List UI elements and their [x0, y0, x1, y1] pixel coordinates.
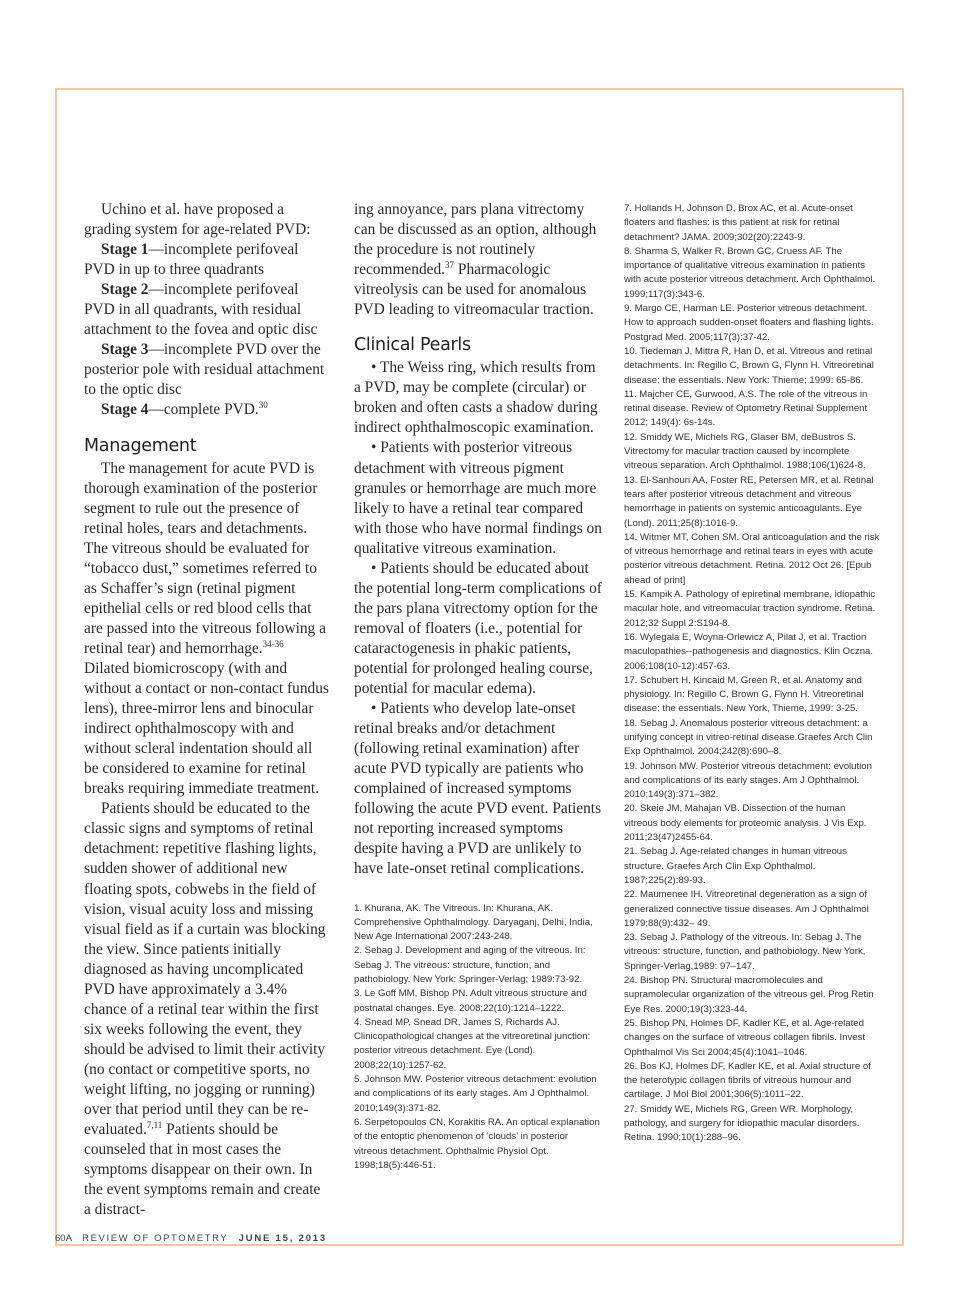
reference-item: 12. Smiddy WE, Michels RG, Glaser BM, deBustros S. Vitrectomy for macular traction caused by incomplete vitreous separation. Arch Ophthalmol. 1988;106(1)624-8.: [624, 431, 866, 472]
stage-3: Stage 3—incomplete PVD over the posterior pole with residual attachment to the optic disc: [84, 341, 325, 399]
page-footer: [55, 1233, 333, 1244]
management-heading: Management: [84, 435, 197, 456]
issue-date: JUNE 15, 2013: [238, 1233, 327, 1244]
reference-item: 16. Wylegala E, Woyna-Orlewicz A, Pilat J, et al. Traction maculopathies--pathogenesis and diagnostics. Klin Oczna. 2006;108(10-12):457-63.: [624, 631, 874, 672]
pearl-item: • The Weiss ring, which results from a PVD, may be complete (circular) or broken and often casts a shadow during indirect ophthalmoscopic examination.: [354, 359, 598, 437]
publication-name: REVIEW OF OPTOMETRY: [82, 1233, 229, 1244]
reference-item: 27. Smiddy WE, Michels RG, Green WR. Morphology, pathology, and surgery for idiopathic macular disorders. Retina. 1990;10(1):288–96.: [624, 1103, 860, 1144]
references-list-a: [354, 902, 602, 1174]
reference-item: 5. Johnson MW. Posterior vitreous detachment: evolution and complications of its early stages. Am J Ophthalmol. 2010;149(3):371-82.: [354, 1074, 597, 1114]
stage-1: Stage 1—incomplete perifoveal PVD in up to three quadrants: [84, 241, 299, 279]
reference-item: 20. Skeie JM, Mahajan VB. Dissection of the human vitreous body elements for proteomic analysis. J Vis Exp. 2011;23(47)2455-64.: [624, 803, 867, 844]
column-1: [84, 200, 330, 1220]
reference-item: 25. Bishop PN, Holmes DF, Kadler KE, et al. Age-related changes on the surface of vitreous collagen fibrils. Invest Ophthalmol Vis Sci 2004;45(4):1041–1046.: [624, 1017, 866, 1058]
reference-item: 24. Bishop PN. Structural macromolecules and supramolecular organization of the vitreous gel. Prog Retin Eye Res. 2000;19(3):323-44.: [624, 975, 874, 1015]
reference-item: 17. Schubert H, Kincaid M, Green R, et al. Anatomy and physiology. In: Regillo C, Brown G, Flynn H. Vitreoretinal disease: the essentials. New York, Thieme, 1999: 3-25.: [624, 674, 864, 715]
stage-4: Stage 4—complete PVD.$^{30}$: [101, 400, 268, 419]
reference-item: 13. El-Sanhouri AA, Foster RE, Petersen MR, et al. Retinal tears after posterior vitreous detachment and vitreous hemorrhage in patients on systemic anticoagulants. Eye (Lond). 2011;25(8):1016-9.: [624, 474, 874, 529]
clinical-pearls-heading: Clinical Pearls: [354, 335, 471, 356]
reference-item: 7. Hollands H, Johnson D, Brox AC, et al. Acute-onset floaters and flashes: is this patient at risk for retinal detachment? JAMA. 2009;302(20):2243-9.: [624, 203, 853, 243]
stage-2: Stage 2—incomplete perifoveal PVD in all quadrants, with residual attachment to the fovea and optic disc: [84, 281, 318, 339]
intro-paragraph: Uchino et al. have proposed a grading system for age-related PVD:: [84, 201, 311, 239]
reference-item: 19. Johnson MW. Posterior vitreous detachment: evolution and complications of its early stages. Am J Ophthalmol. 2010;149(3):371–382.: [624, 760, 872, 801]
reference-item: 8. Sharma S, Walker R, Brown GC, Cruess AF. The importance of qualitative vitreous examination in patients with acute posterior vitreous detachment. Arch Ophthalmol. 1999;117(3):343-6.: [624, 245, 876, 300]
pearl-item: • Patients who develop late-onset retinal breaks and/or detachment (following retinal examination) after acute PVD typically are patients who complained of increased symptoms following the acute PVD event. Patients not reporting increased symptoms despite having a PVD are unlikely to have late-onset retinal complications.: [354, 700, 602, 878]
reference-item: 2. Sebag J. Development and aging of the vitreous. In: Sebag J. The vitreous: structure, function, and pathobiology. New York: Springer-Verlag; 1989:73-92.: [354, 945, 586, 985]
reference-item: 11. Majcher CE, Gurwood, A.S. The role of the vitreous in retinal disease. Review of Optometry Retinal Supplement 2012; 149(4): 6s-14s.: [624, 388, 868, 429]
reference-item: 23. Sebag J. Pathology of the vitreous. In: Sebag J. The vitreous: structure, function, and pathobiology. New York, Springer-Verlag,1989: 97–147.: [624, 932, 866, 972]
reference-item: 21. Sebag J. Age-related changes in human vitreous structure. Graefes Arch Clin Exp Ophthalmol. 1987;225(2):89-93.: [624, 846, 847, 886]
reference-item: 3. Le Goff MM, Bishop PN. Adult vitreous structure and postnatal changes. Eye. 2008;22(10):1214–1222.: [354, 988, 587, 1014]
reference-item: 14. Witmer MT, Cohen SM. Oral anticoagulation and the risk of vitreous hemorrhage and retinal tears in eyes with acute posterior vitreous detachment. Retina. 2012 Oct 26. [Epub ahead of print]: [624, 531, 880, 586]
reference-item: 1. Khurana, AK. The Vitreous. In: Khurana, AK. Comprehensive Ophthalmology. Daryaganj, Delhi, India, New Age International 2007:243-248.: [354, 902, 593, 943]
management-paragraph-2: Patients should be educated to the classic signs and symptoms of retinal detachment: repetitive flashing lights, sudden shower of additional new floating spots, cobwebs in the field of vision, visual acuity loss and missing visual field as if a curtain was blocking the view. Since patients initially diagnosed as having uncomplicated PVD have approximately a 3.4% chance of a retinal tear within the first six weeks following the event, they should be advised to limit their activity (no contact or competitive sports, no weight lifting, no jogging or running) over that period until they can be re-evaluated.$^{7,11}$ Patients should be counseled that in most cases the symptoms disappear on their own. In the event symptoms remain and create a distract-: [84, 800, 326, 1219]
reference-item: 9. Margo CE, Harman LE. Posterior vitreous detachment. How to approach sudden-onset floaters and flashing lights. Postgrad Med. 2005;117(3):37-42.: [624, 303, 874, 343]
reference-item: 6. Serpetopoulos CN, Korakitis RA. An optical explanation of the entoptic phenomenon of ‘clouds’ in posterior vitreous detachment. Ophthalmic Physiol Opt. 1998;18(5):446-51.: [354, 1116, 600, 1171]
pearl-item: • Patients should be educated about the potential long-term complications of the pars plana vitrectomy option for the removal of floaters (i.e., potential for cataractogenesis in phakic patients, potential for prolonged healing course, potential for macular edema).: [354, 559, 602, 698]
reference-item: 4. Snead MP, Snead DR, James S, Richards AJ. Clinicopathological changes at the vitreoretinal junction: posterior vitreous detachment. Eye (Lond). 2008;22(10):1257-62.: [354, 1016, 591, 1071]
reference-item: 26. Bos KJ, Holmes DF, Kadler KE, et al. Axial structure of the heterotypic collagen fibrils of vitreous humour and cartilage. J Mol Biol 2001;306(5):1011–22.: [624, 1060, 871, 1101]
reference-item: 22. Maumenee IH. Vitreoretinal degeneration as a sign of generalized connective tissue diseases. Am J Ophthalmol 1979;88(9):432– 49.: [624, 889, 869, 929]
column-2: [354, 200, 602, 1173]
continued-paragraph: ing annoyance, pars plana vitrectomy can be discussed as an option, although the procedure is not routinely recommended.$^{37}$ Pharmacologic vitreolysis can be used for anomalous PVD leading to vitreomacular traction.: [354, 201, 597, 319]
reference-item: 10. Tiedeman J, Mittra R, Han D, et al. Vitreous and retinal detachments. In: Regillo C, Brown G, Flynn H. Vitreoretinal disease: the essentials. New York: Thieme; 1999: 65-86.: [624, 345, 874, 386]
references-list-b: [624, 202, 880, 1146]
reference-item: 18. Sebag J. Anomalous posterior vitreous detachment: a unifying concept in vitreo-retinal disease.Graefes Arch Clin Exp Ophthalmol. 2004;242(8):690–8.: [624, 717, 873, 758]
management-paragraph-1: The management for acute PVD is thorough examination of the posterior segment to rule out the presence of retinal holes, tears and detachments. The vitreous should be evaluated for “tobacco dust,” sometimes referred to as Schaffer’s sign (retinal pigment epithelial cells or red blood cells that are passed into the vitreous following a retinal tear) and hemorrhage.$^{34-36}$ Dilated biomicroscopy (with and without a contact or non-contact fundus lens), three-mirror lens and binocular indirect ophthalmoscopy with and without scleral indentation should all be considered to examine for retinal breaks requiring immediate treatment.: [84, 459, 329, 798]
pearl-item: • Patients with posterior vitreous detachment with vitreous pigment granules or hemorrhage are much more likely to have a retinal tear compared with those who have normal findings on qualitative vitreous examination.: [354, 439, 602, 557]
page-number: 60A: [55, 1233, 72, 1244]
reference-item: 15. Kampik A. Pathology of epiretinal membrane, idiopathic macular hole, and vitreomacular traction syndrome. Retina. 2012;32 Suppl 2:S194-8.: [624, 589, 876, 629]
